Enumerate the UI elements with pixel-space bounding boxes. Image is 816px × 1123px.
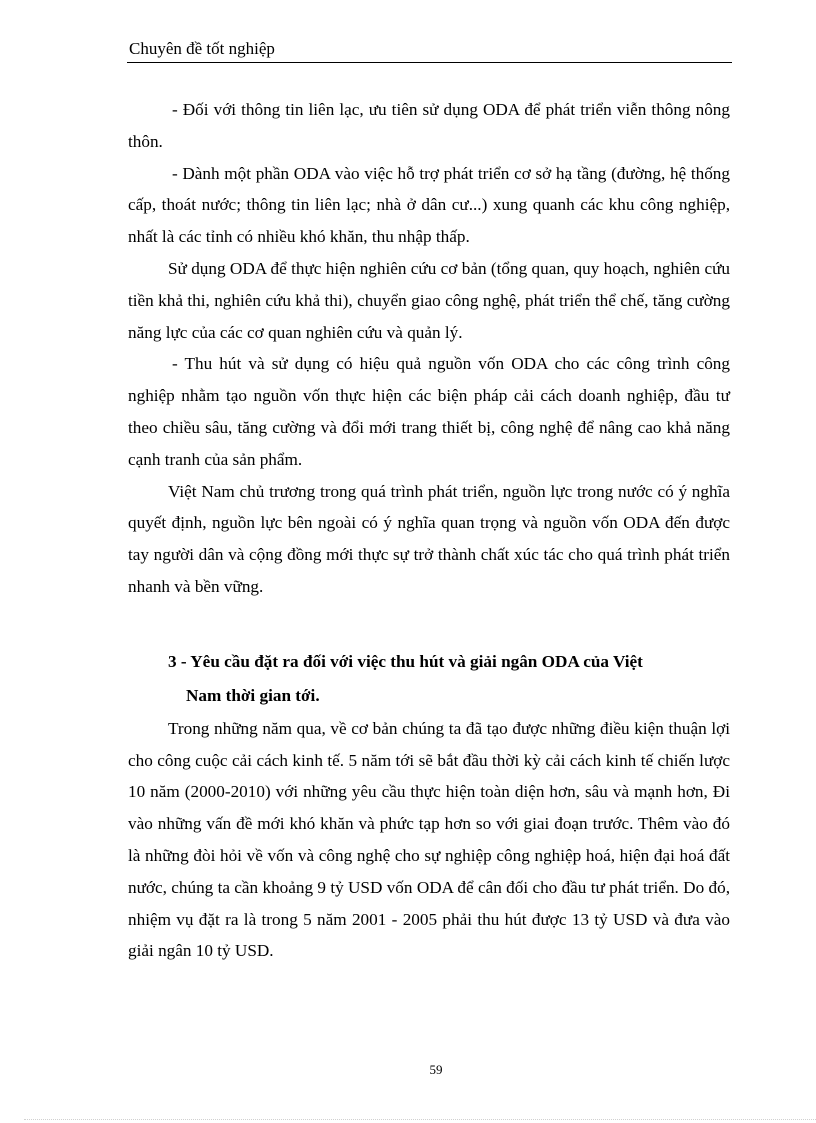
page-number: 59 <box>429 1062 443 1077</box>
page-header <box>127 38 732 63</box>
paragraph-industrial: - Thu hút và sử dụng có hiệu quả nguồn vốn ODA cho các công trình công nghiệp nhằm tạo nguồn vốn thực hiện các biện pháp cải cách doanh nghiệp, đầu tư theo chiều sâu, tăng cường và đổi mới trang thiết bị, công nghệ để nâng cao khả năng cạnh tranh của sản phẩm. <box>128 354 730 469</box>
page-bottom-rule <box>24 1119 816 1120</box>
paragraph-telecom: - Đối với thông tin liên lạc, ưu tiên sử dụng ODA để phát triển viễn thông nông thôn. <box>128 100 730 151</box>
paragraph-infrastructure: - Dành một phần ODA vào việc hỗ trợ phát triển cơ sở hạ tầng (đường, hệ thống cấp, thoát nước; thông tin liên lạc; nhà ở dân cư...) xung quanh các khu công nghiệp, nhất là các tỉnh có nhiều khó khăn, thu nhập thấp. <box>128 163 730 247</box>
header-title: Chuyên đề tốt nghiệp <box>129 39 275 58</box>
paragraph-research: Sử dụng ODA để thực hiện nghiên cứu cơ bản (tổng quan, quy hoạch, nghiên cứu tiền khả thi, nghiên cứu khả thi), chuyển giao công nghệ, phát triển thể chế, tăng cường năng lực của các cơ quan nghiên cứu và quản lý. <box>128 258 730 342</box>
section-heading-line-2: Nam thời gian tới. <box>186 685 320 705</box>
section-paragraph: Trong những năm qua, về cơ bản chúng ta đã tạo được những điều kiện thuận lợi cho công cuộc cải cách kinh tế. 5 năm tới sẽ bắt đầu thời kỳ cải cách kinh tế chiến lược 10 năm (2000-2010) với những yêu cầu thực hiện toàn diện hơn, sâu và mạnh hơn, Đi vào những vấn đề mới khó khăn và phức tạp hơn so với giai đoạn trước. Thêm vào đó là những đòi hỏi về vốn và công nghệ cho sự nghiệp công nghiệp hoá, hiện đại hoá đất nước, chúng ta cần khoảng 9 tỷ USD vốn ODA để cân đối cho đầu tư phát triển. Do đó, nhiệm vụ đặt ra là trong 5 năm 2001 - 2005 phải thu hút được 13 tỷ USD và đưa vào giải ngân 10 tỷ USD. <box>128 718 730 961</box>
paragraph-vietnam-policy: Việt Nam chủ trương trong quá trình phát triển, nguồn lực trong nước có ý nghĩa quyết định, nguồn lực bên ngoài có ý nghĩa quan trọng và nguồn vốn ODA đến được tay người dân và cộng đồng mới thực sự trở thành chất xúc tác cho quá trình phát triển nhanh và bền vững. <box>128 481 730 596</box>
section-heading <box>128 645 730 713</box>
section-3 <box>128 645 730 967</box>
body-text <box>128 94 730 967</box>
section-heading-line-1: 3 - Yêu cầu đặt ra đối với việc thu hút và giải ngân ODA của Việt <box>168 651 643 671</box>
